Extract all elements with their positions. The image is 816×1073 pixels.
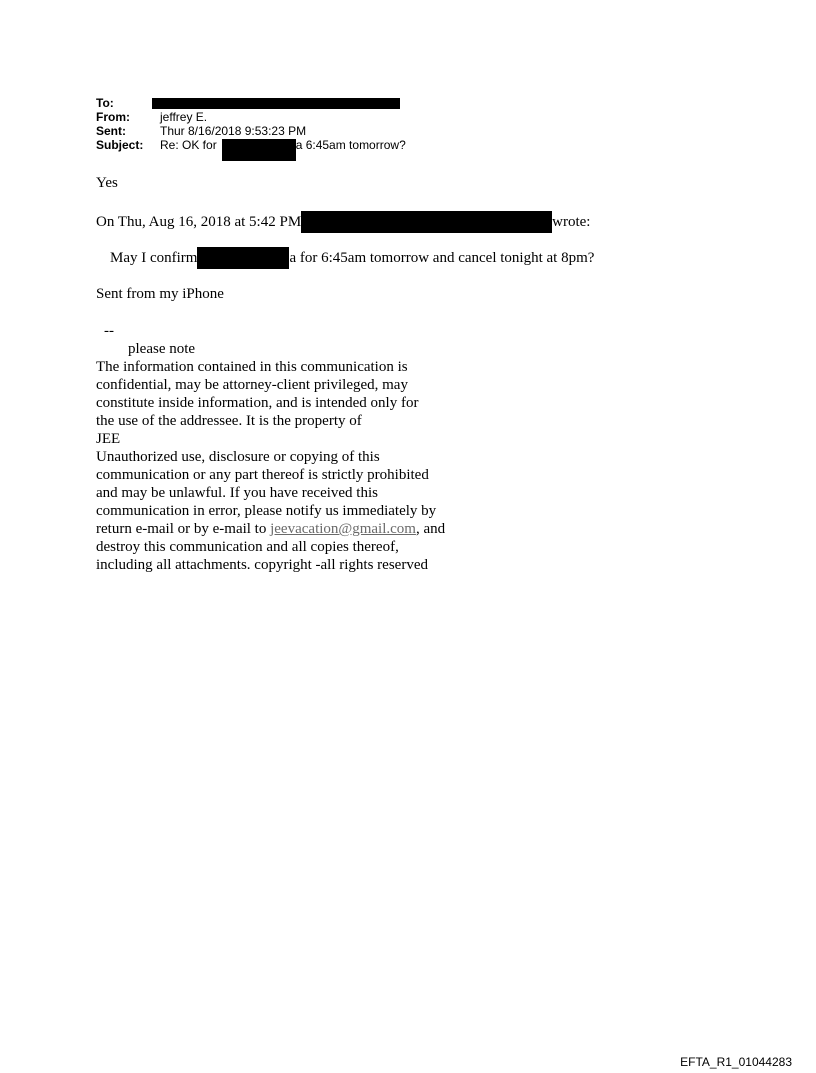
redaction-block [222,139,296,161]
email-header [96,96,406,152]
disclaimer-line: communication or any part thereof is strictly prohibited [96,467,429,483]
disclaimer [96,358,445,574]
disclaimer-line: JEE [96,431,121,447]
sent-from-text: Sent from my iPhone [96,286,224,302]
to-label: To: [96,96,114,110]
disclaimer-line: and may be unlawful. If you have received this [96,485,378,501]
email-line-suffix: , and [415,521,446,537]
redaction-block [301,211,552,233]
disclaimer-line: confidential, may be attorney-client privileged, may [96,377,408,393]
redaction-block [152,98,400,109]
quoted-suffix: a for 6:45am tomorrow and cancel tonight at 8pm? [289,250,595,266]
reply-text: Yes [96,175,118,191]
disclaimer-line: The information contained in this communication is [96,359,408,375]
subject-row [96,138,406,152]
signature-dashes: -- [104,323,114,339]
disclaimer-line: including all attachments. copyright -all rights reserved [96,557,428,573]
subject-suffix: a 6:45am tomorrow? [295,138,406,152]
quote-intro-suffix: wrote: [552,214,591,230]
email-line-prefix: return e-mail or by e-mail to [96,521,271,537]
redaction-block [197,247,289,269]
sent-label: Sent: [96,124,126,138]
quoted-prefix: May I confirm [110,250,198,266]
disclaimer-line: constitute inside information, and is intended only for [96,395,419,411]
disclaimer-email-line [96,520,445,538]
sent-value: Thur 8/16/2018 9:53:23 PM [160,124,307,138]
disclaimer-line: destroy this communication and all copies thereof, [96,539,399,555]
to-row [96,96,406,110]
from-label: From: [96,110,130,124]
quote-intro-prefix: On Thu, Aug 16, 2018 at 5:42 PM [96,214,302,230]
disclaimer-line: Unauthorized use, disclosure or copying of this [96,449,380,465]
disclaimer-line: communication in error, please notify us immediately by [96,503,437,519]
disclaimer-line: the use of the addressee. It is the property of [96,413,362,429]
subject-label: Subject: [96,138,144,152]
sent-row [96,124,406,138]
subject-prefix: Re: OK for [160,138,217,152]
quoted-message [110,247,594,269]
email-link[interactable]: jeevacation@gmail.com [270,521,416,537]
from-value: jeffrey E. [160,110,208,124]
please-note: please note [128,341,196,357]
from-row [96,110,406,124]
document-id: EFTA_R1_01044283 [680,1055,792,1069]
quote-intro [96,211,590,233]
